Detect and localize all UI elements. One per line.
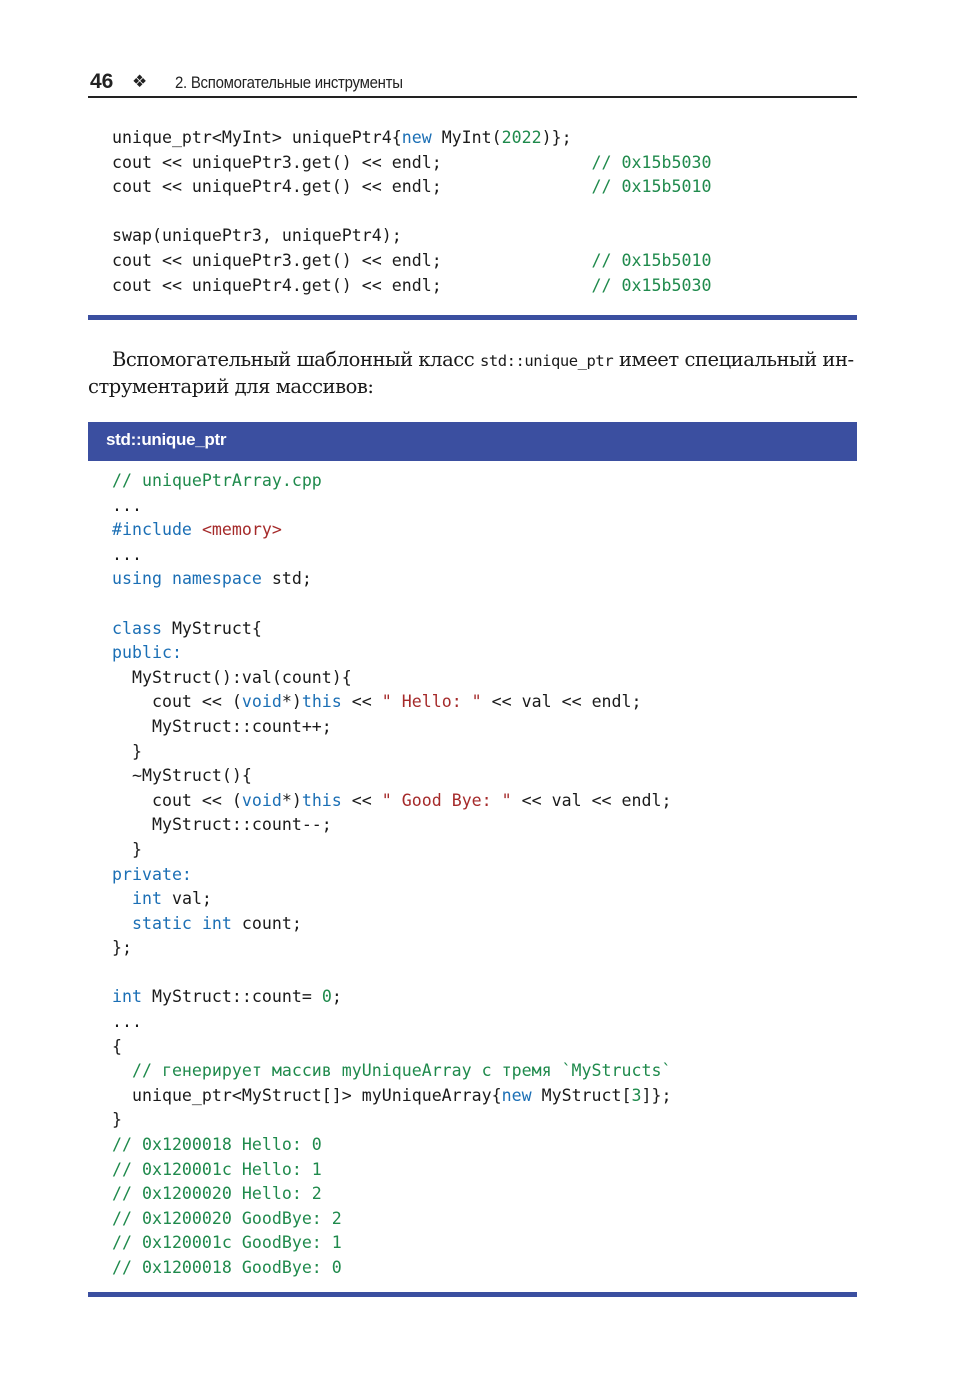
code-line: [112, 764, 672, 789]
code-token: // генерирует массив myUniqueArray с тремя `MyStructs`: [131, 1061, 672, 1081]
code-token: *): [281, 790, 302, 810]
code-token: count;: [231, 913, 302, 933]
paragraph-line-1: [88, 347, 857, 374]
code-token: private:: [112, 864, 192, 884]
code-line: [112, 175, 711, 200]
code-line: [112, 1084, 672, 1109]
code-line: [112, 249, 711, 274]
code-token: cout << (: [112, 692, 242, 712]
code-line: [112, 838, 672, 863]
code-token: }: [112, 741, 142, 761]
code-line: [112, 666, 672, 691]
code-line: [112, 690, 672, 715]
code-token: class: [112, 618, 162, 638]
code-token: ]};: [641, 1085, 672, 1105]
code-line: [112, 863, 672, 888]
code-token: ...: [112, 495, 142, 515]
code-line: [112, 936, 672, 961]
code-token: int: [112, 987, 142, 1007]
code-token: // 0x15b5010: [591, 250, 712, 270]
code-line: [112, 151, 711, 176]
code-token: [192, 520, 202, 539]
code-token: new: [401, 128, 432, 147]
code-line: [112, 469, 672, 494]
code-line: [112, 518, 672, 543]
code-token: swap(uniquePtr3, uniquePtr4);: [112, 226, 402, 246]
code-token: [112, 914, 132, 933]
code-token: MyInt(: [431, 128, 502, 147]
code-token: ~MyStruct(){: [112, 766, 252, 786]
code-line: [112, 1207, 672, 1232]
code-block-end-rule: [88, 1292, 857, 1297]
code-token: }: [112, 839, 142, 859]
code-line: [112, 1158, 672, 1183]
code-token: static: [131, 913, 192, 933]
code-line: [112, 789, 672, 814]
code-token: // 0x1200018 Hello: 0: [112, 1135, 322, 1155]
code-token: ...: [112, 1012, 142, 1032]
code-line: [112, 740, 672, 765]
code-token: };: [112, 938, 132, 958]
code-token: void: [241, 692, 282, 712]
code-line: [112, 985, 672, 1010]
code-token: cout << uniquePtr3.get() << endl;: [112, 250, 592, 270]
code-token: MyStruct[: [531, 1085, 632, 1105]
code-line: [112, 1182, 672, 1207]
code-token: unique_ptr<MyInt> uniquePtr4{: [112, 128, 402, 147]
code-block-swap: [112, 126, 711, 298]
code-token: // 0x15b5010: [591, 177, 712, 197]
code-token: }: [112, 1110, 122, 1130]
paragraph-text: Вспомогательный шаблонный класс: [112, 348, 480, 371]
code-token: MyStruct{: [161, 618, 262, 638]
code-token: // uniquePtrArray.cpp: [112, 471, 322, 490]
code-token: [112, 1061, 132, 1080]
code-token: {: [112, 1036, 122, 1056]
inline-code: std::unique_ptr: [479, 352, 614, 370]
code-token: val;: [161, 889, 212, 909]
page-number: 46: [90, 70, 114, 93]
code-token: <<: [341, 790, 382, 810]
code-token: this: [301, 692, 342, 712]
code-token: MyStruct::count--;: [112, 815, 332, 835]
code-line: [112, 567, 672, 592]
code-line: [112, 617, 672, 642]
code-line: [112, 126, 711, 151]
body-paragraph: [88, 347, 857, 400]
code-line: [112, 274, 711, 299]
code-token: new: [501, 1085, 532, 1105]
code-line: [112, 887, 672, 912]
code-line: [112, 912, 672, 937]
code-line: [112, 224, 711, 249]
code-token: 0: [321, 987, 332, 1007]
code-token: cout << uniquePtr4.get() << endl;: [112, 275, 592, 295]
code-token: " Good Bye: ": [381, 790, 512, 810]
code-token: 2022: [501, 128, 542, 147]
code-block-end-rule: [88, 315, 857, 320]
code-line: [112, 200, 711, 225]
code-token: namespace: [171, 569, 262, 589]
code-token: // 0x120001c GoodBye: 1: [112, 1233, 342, 1253]
code-token: // 0x15b5030: [591, 152, 712, 172]
code-token: 3: [631, 1085, 642, 1105]
code-token: #include: [112, 520, 192, 540]
code-token: <<: [341, 692, 382, 712]
code-line: [112, 961, 672, 986]
listing-banner: [88, 422, 857, 461]
paragraph-line-2: струментарий для массивов:: [88, 375, 374, 398]
code-line: [112, 813, 672, 838]
diamond-ornament-icon: ❖: [132, 72, 148, 91]
code-token: *): [281, 692, 302, 712]
code-token: // 0x1200020 GoodBye: 2: [112, 1208, 342, 1228]
code-token: [112, 889, 132, 908]
code-token: << val << endl;: [481, 692, 642, 712]
code-line: [112, 1231, 672, 1256]
code-token: )};: [541, 128, 572, 147]
code-token: [192, 914, 202, 933]
code-token: " Hello: ": [381, 692, 482, 712]
code-token: ;: [331, 987, 342, 1007]
code-token: using: [112, 569, 162, 589]
code-token: MyStruct():val(count){: [112, 667, 352, 687]
code-line: [112, 715, 672, 740]
code-token: cout << (: [112, 790, 242, 810]
code-line: [112, 1108, 672, 1133]
code-line: [112, 1035, 672, 1060]
chapter-title: 2. Вспомогательные инструменты: [175, 73, 403, 92]
code-token: void: [241, 790, 282, 810]
code-token: unique_ptr<MyStruct[]> myUniqueArray{: [112, 1085, 502, 1105]
code-block-unique-ptr-array: [112, 469, 672, 1281]
code-token: // 0x1200018 GoodBye: 0: [112, 1258, 342, 1277]
code-line: [112, 1059, 672, 1084]
code-token: [162, 569, 172, 588]
code-line: [112, 543, 672, 568]
code-token: // 0x15b5030: [591, 275, 712, 295]
page-header: [88, 66, 857, 98]
code-token: MyStruct::count=: [141, 987, 322, 1007]
code-token: // 0x120001c Hello: 1: [112, 1159, 322, 1179]
code-line: [112, 1133, 672, 1158]
listing-title: std::unique_ptr: [106, 430, 227, 449]
code-token: <memory>: [201, 520, 282, 540]
code-token: MyStruct::count++;: [112, 716, 332, 736]
code-token: // 0x1200020 Hello: 2: [112, 1184, 322, 1204]
paragraph-text: имеет специальный ин-: [613, 348, 854, 371]
code-token: cout << uniquePtr3.get() << endl;: [112, 152, 592, 172]
code-line: [112, 1010, 672, 1035]
code-line: [112, 641, 672, 666]
code-line: [112, 494, 672, 519]
code-token: ...: [112, 544, 142, 564]
code-token: int: [201, 913, 232, 933]
code-token: << val << endl;: [511, 790, 672, 810]
code-token: cout << uniquePtr4.get() << endl;: [112, 177, 592, 197]
code-line: [112, 592, 672, 617]
code-token: std;: [261, 569, 312, 589]
code-line: [112, 1256, 672, 1281]
code-token: public:: [112, 643, 182, 663]
code-token: int: [131, 889, 162, 909]
code-token: this: [301, 790, 342, 810]
